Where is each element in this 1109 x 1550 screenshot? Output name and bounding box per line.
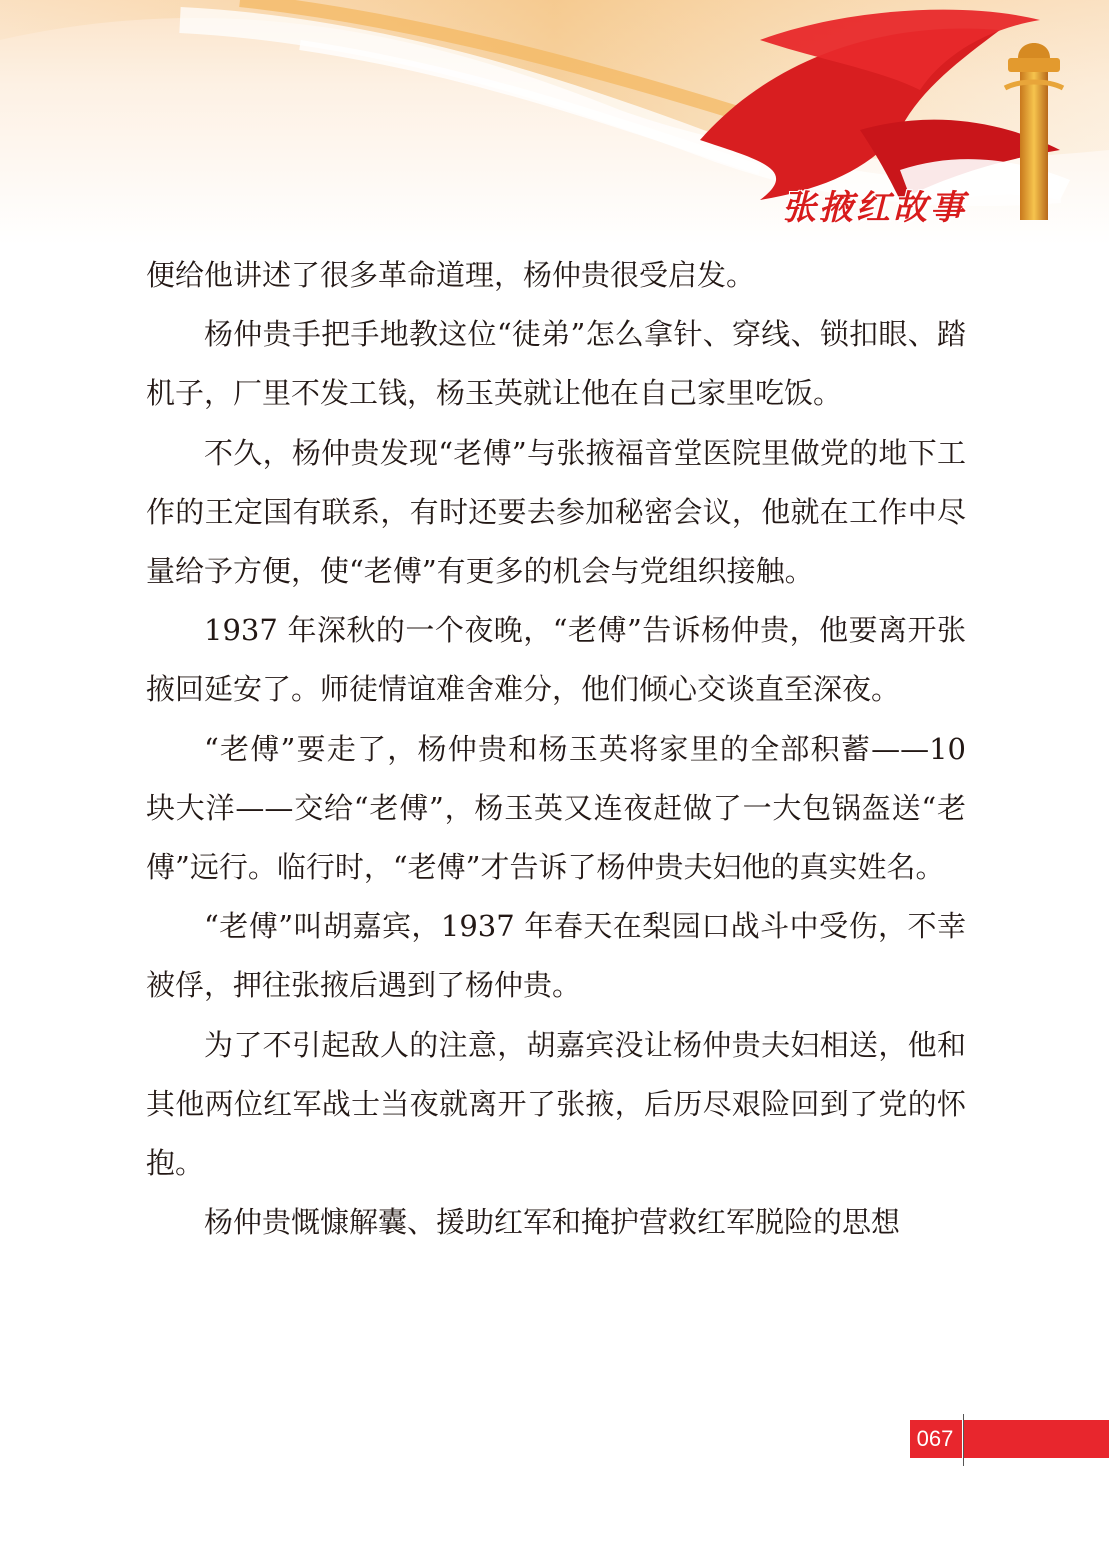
page-header-banner bbox=[0, 0, 1109, 245]
paragraph: 为了不引起敌人的注意，胡嘉宾没让杨仲贵夫妇相送，他和其他两位红军战士当夜就离开了张掖，后历尽艰险回到了党的怀抱。 bbox=[146, 1027, 966, 1181]
article-body bbox=[146, 246, 966, 1252]
paragraph: 1937 年深秋的一个夜晚，“老傅”告诉杨仲贵，他要离开张掖回延安了。师徒情谊难舍难分，他们倾心交谈直至深夜。 bbox=[146, 613, 966, 707]
paragraph: 杨仲贵慨慷解囊、援助红军和掩护营救红军脱险的思想 bbox=[204, 1205, 901, 1240]
series-title: 张掖红故事 bbox=[782, 188, 967, 228]
paragraph: 杨仲贵手把手地教这位“徒弟”怎么拿针、穿线、锁扣眼、踏机子，厂里不发工钱，杨玉英就让他在自己家里吃饭。 bbox=[146, 317, 966, 411]
paragraph: 便给他讲述了很多革命道理，杨仲贵很受启发。 bbox=[146, 258, 756, 292]
footer-divider-line bbox=[963, 1414, 964, 1466]
page-number: 067 bbox=[916, 1426, 954, 1451]
paragraph: 不久，杨仲贵发现“老傅”与张掖福音堂医院里做党的地下工作的王定国有联系，有时还要去参加秘密会议，他就在工作中尽量给予方便，使“老傅”有更多的机会与党组织接触。 bbox=[146, 435, 966, 589]
paragraph: “老傅”要走了，杨仲贵和杨玉英将家里的全部积蓄——10 块大洋——交给“老傅”，杨玉英又连夜赶做了一大包锅盔送“老傅”远行。临行时，“老傅”才告诉了杨仲贵夫妇他的真实姓名。 bbox=[146, 731, 966, 885]
paragraph: “老傅”叫胡嘉宾，1937 年春天在梨园口战斗中受伤，不幸被俘，押往张掖后遇到了杨仲贵。 bbox=[146, 909, 966, 1003]
